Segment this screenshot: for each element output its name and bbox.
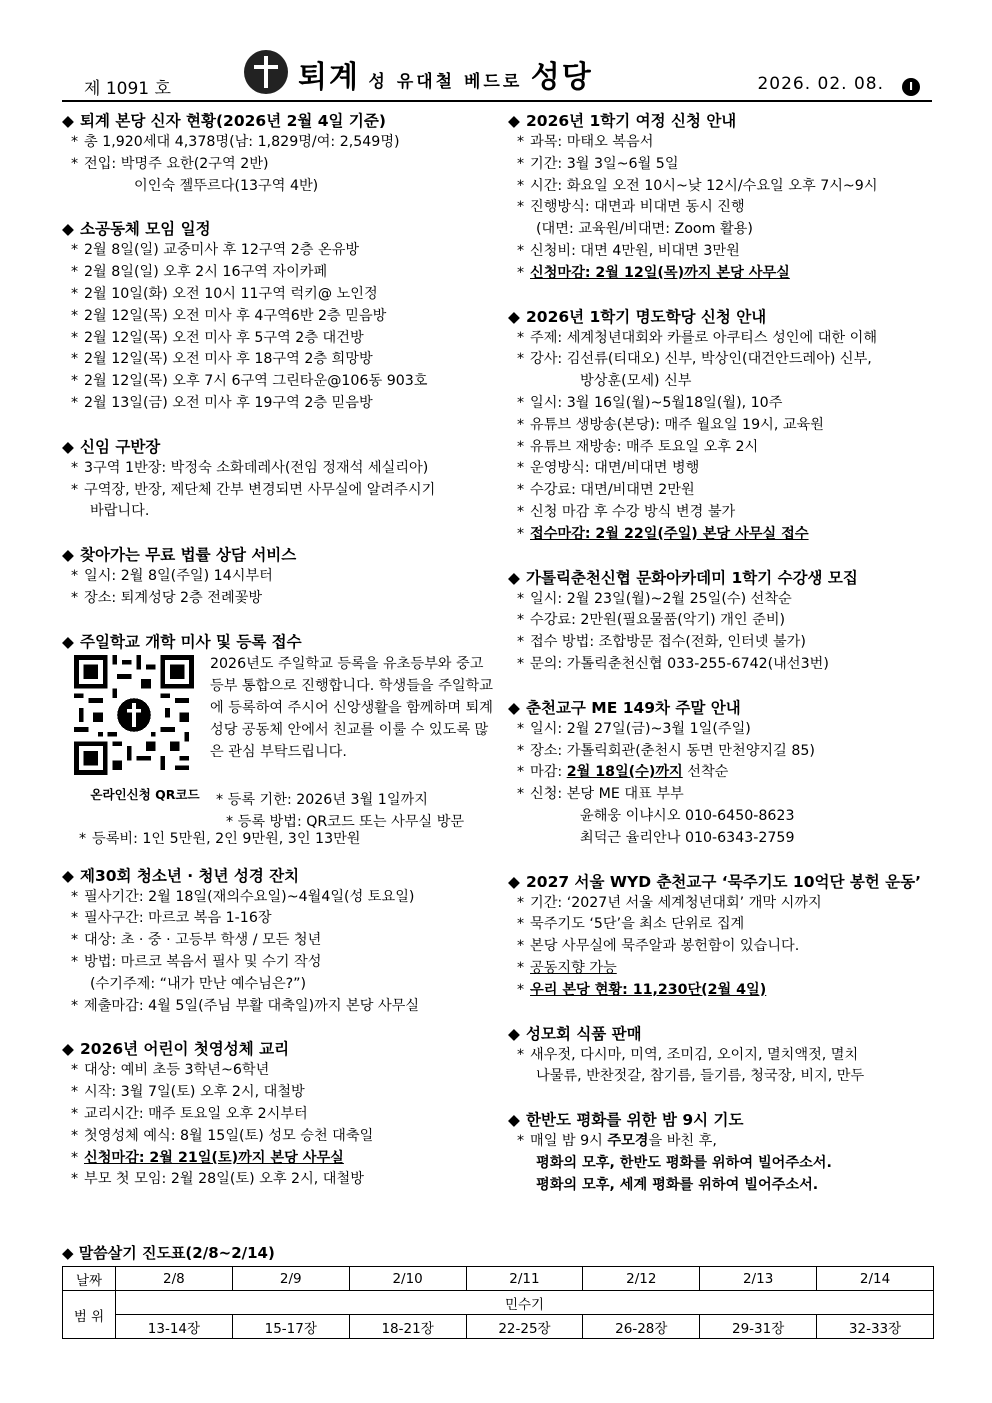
diamond-icon: ◆	[62, 866, 74, 885]
status-text: 우리 본당 현황: 11,230단(2월 4일)	[530, 981, 767, 998]
section-credit-union-academy	[508, 567, 938, 676]
table-cell: 민수기	[116, 1291, 934, 1315]
table-cell: 22-25장	[466, 1315, 583, 1339]
section-peace-prayer	[508, 1109, 938, 1196]
table-cell: 2/9	[232, 1267, 349, 1291]
table-cell: 2/10	[349, 1267, 466, 1291]
list-item: * 2월 12일(목) 오전 미사 후 5구역 2층 대건방	[71, 329, 364, 346]
list-item: * 일시: 2월 8일(주일) 14시부터	[71, 568, 273, 585]
list-item: * 2월 10일(화) 오전 10시 11구역 럭키@ 노인정	[71, 285, 378, 302]
section-me-weekend	[508, 697, 938, 850]
list-item: * 기간: 3월 3일~6월 5일	[517, 155, 679, 172]
list-item-continuation: 바랍니다.	[90, 503, 150, 520]
list-item: * 부모 첫 모임: 2월 28일(토) 오후 2시, 대철방	[71, 1171, 364, 1188]
table-cell: 13-14장	[116, 1315, 233, 1339]
parish-logo	[244, 50, 294, 100]
list-item: * 시작: 3월 7일(토) 오후 2시, 대철방	[71, 1084, 305, 1101]
list-item: * 일시: 3월 16일(월)~5월18일(월), 10주	[517, 394, 783, 411]
list-item: * 2월 12일(목) 오전 미사 후 4구역6반 2층 믿음방	[71, 307, 387, 324]
diamond-icon: ◆	[62, 1040, 74, 1059]
parish-suffix: 성당	[530, 60, 593, 95]
list-item: * 공동지향 가능	[517, 959, 617, 976]
table-cell: 29-31장	[700, 1315, 817, 1339]
list-item: * 과목: 마태오 복음서	[517, 134, 654, 150]
list-item: * 장소: 가톨릭회관(춘천시 동면 만천양지길 85)	[517, 742, 815, 759]
section-title: 한반도 평화를 위한 밤 9시 기도	[526, 1111, 744, 1130]
list-item: * 우리 본당 현황: 11,230단(2월 4일)	[517, 981, 767, 998]
list-item: * 대상: 예비 초등 3학년~6학년	[71, 1062, 270, 1079]
qr-code-icon	[74, 655, 194, 775]
diamond-icon: ◆	[62, 437, 74, 456]
deadline-text: 신청마감: 2월 21일(토)까지 본당 사무실	[84, 1149, 344, 1166]
section-title: 2027 서울 WYD 춘천교구 ‘묵주기도 10억단 봉헌 운동’	[526, 872, 922, 891]
list-item: * 시간: 화요일 오전 10시~낮 12시/수요일 오후 7시~9시	[517, 177, 878, 194]
list-item-continuation: 방상훈(모세) 신부	[580, 373, 692, 390]
list-item: * 등록 기한: 2026년 3월 1일까지	[216, 791, 428, 808]
diamond-icon: ◆	[62, 546, 74, 565]
section-legal-service	[62, 544, 492, 610]
list-item: * 새우젓, 다시마, 미역, 조미김, 오이지, 멸치액젓, 멸치	[517, 1046, 859, 1063]
table-cell: 2/13	[700, 1267, 817, 1291]
list-item: * 운영방식: 대면/비대면 병행	[517, 460, 700, 477]
list-item-continuation: (대면: 교육원/비대면: Zoom 활용)	[536, 221, 753, 238]
section-food-sale	[508, 1023, 938, 1089]
list-item: * 매일 밤 9시 주모경을 바친 후,	[517, 1133, 717, 1150]
list-item: * 등록 방법: QR코드 또는 사무실 방문	[226, 813, 465, 830]
prayer-line: 평화의 모후, 한반도 평화를 위하여 빌어주소서.	[536, 1154, 832, 1171]
table-cell: 2/12	[583, 1267, 700, 1291]
section-first-communion	[62, 1038, 492, 1191]
table-row	[63, 1315, 934, 1339]
list-item-continuation: 나물류, 반찬젓갈, 참기름, 들기름, 청국장, 비지, 만두	[536, 1068, 865, 1085]
table-cell: 26-28장	[583, 1315, 700, 1339]
diamond-icon: ◆	[508, 568, 520, 587]
section-new-leaders	[62, 436, 492, 523]
issue-number: 제 1091 호	[84, 79, 171, 99]
section-bible-festival	[62, 865, 492, 1018]
diamond-icon: ◆	[62, 112, 74, 130]
diamond-icon: ◆	[62, 220, 74, 239]
section-title: 제30회 청소년 · 청년 성경 잔치	[80, 866, 300, 885]
contact-line: 윤해웅 이냐시오 010-6450-8623	[580, 807, 795, 824]
section-title: 춘천교구 ME 149차 주말 안내	[526, 698, 741, 717]
deadline-text: 접수마감: 2월 22일(주일) 본당 사무실 접수	[530, 525, 809, 542]
diamond-icon: ◆	[508, 112, 520, 130]
table-row	[63, 1267, 934, 1291]
deadline-text: 2월 18일(수)까지	[566, 764, 683, 781]
page-marker: I	[902, 78, 920, 96]
list-item: * 필사구간: 마르코 복음 1-16장	[71, 910, 272, 927]
list-item: * 접수 방법: 조합방문 접수(전화, 인터넷 불가)	[517, 634, 806, 651]
parish-middle: 성 유대철 베드로	[368, 72, 523, 92]
left-column	[62, 110, 492, 1212]
section-myeongdo-school	[508, 306, 938, 546]
section-community-schedule	[62, 218, 492, 414]
list-item: * 수강료: 2만원(필요물품(악기) 개인 준비)	[517, 612, 786, 629]
section-title: 찾아가는 무료 법률 상담 서비스	[80, 546, 297, 565]
bulletin-header	[62, 48, 932, 98]
table-cell: 2/11	[466, 1267, 583, 1291]
parish-name	[298, 52, 593, 96]
list-item: * 전입: 박명주 요한(2구역 2반)	[71, 155, 269, 172]
section-title: 성모회 식품 판매	[526, 1024, 642, 1043]
qr-label: 온라인신청 QR코드	[90, 786, 200, 802]
list-item: * 방법: 마르코 복음서 필사 및 수기 작성	[71, 953, 322, 970]
list-item: * 신청: 본당 ME 대표 부부	[517, 786, 684, 803]
section-title: 퇴계 본당 신자 현황(2026년 2월 4일 기준)	[80, 112, 386, 130]
list-item: * 유튜브 생방송(본당): 매주 월요일 19시, 교육원	[517, 416, 824, 433]
list-item: * 대상: 초 · 중 · 고등부 학생 / 모든 청년	[71, 932, 322, 949]
table-cell: 15-17장	[232, 1315, 349, 1339]
diamond-icon: ◆	[508, 698, 520, 717]
diamond-icon: ◆	[508, 1024, 520, 1043]
list-item: * 필사기간: 2월 18일(재의수요일)~4월4일(성 토요일)	[71, 888, 415, 905]
table-header-cell: 날짜	[63, 1267, 116, 1291]
list-item: * 신청비: 대면 4만원, 비대면 3만원	[517, 242, 740, 259]
table-header-cell: 범 위	[63, 1291, 116, 1339]
reading-schedule-title: ◆ 말씀살기 진도표(2/8~2/14)	[62, 1244, 275, 1262]
list-item: * 2월 8일(일) 교중미사 후 12구역 2층 온유방	[71, 242, 360, 259]
table-cell: 18-21장	[349, 1315, 466, 1339]
section-sunday-school	[62, 631, 492, 851]
diamond-icon: ◆	[508, 1111, 520, 1130]
list-item: * 일시: 2월 27일(금)~3월 1일(주일)	[517, 720, 751, 737]
list-item: * 2월 12일(목) 오후 7시 6구역 그린타운@106동 903호	[71, 373, 428, 390]
list-item: * 유튜브 재방송: 매주 토요일 오후 2시	[517, 438, 759, 455]
list-item: * 기간: ‘2027년 서울 세계청년대회’ 개막 시까지	[517, 894, 822, 911]
diamond-icon: ◆	[62, 632, 74, 651]
cross-icon	[244, 50, 288, 94]
list-item: * 본당 사무실에 묵주알과 봉헌함이 있습니다.	[517, 938, 800, 955]
list-item: * 주제: 세계청년대회와 카를로 아쿠티스 성인에 대한 이해	[517, 329, 878, 346]
sunday-school-body: 2026년도 주일학교 등록을 유초등부와 중고등부 통합으로 진행합니다. 학생들을 주일학교에 등록하여 주시어 신앙생활을 함께하며 퇴계성당 공동체 안에서 친교를 이룰 수 있도록 많은 관심 부탁드립니다.	[210, 655, 493, 760]
list-item: * 3구역 1반장: 박정숙 소화데레사(전임 정재석 세실리아)	[71, 459, 429, 476]
reading-schedule-table	[62, 1266, 934, 1339]
section-title: 가톨릭춘천신협 문화아카데미 1학기 수강생 모집	[526, 568, 858, 587]
list-item: * 마감: 2월 18일(수)까지 선착순	[517, 764, 729, 781]
list-item: * 등록비: 1인 5만원, 2인 9만원, 3인 13만원	[79, 830, 361, 847]
list-item: * 장소: 퇴계성당 2층 전례꽃방	[71, 589, 263, 606]
list-item: * 2월 8일(일) 오후 2시 16구역 자이카페	[71, 264, 328, 281]
list-item: * 신청 마감 후 수강 방식 변경 불가	[517, 503, 736, 520]
diamond-icon: ◆	[508, 307, 520, 326]
header-divider	[62, 100, 932, 102]
contact-line: 최덕근 율리안나 010-6343-2759	[580, 829, 795, 846]
section-title: 소공동체 모임 일정	[80, 220, 211, 239]
list-item: * 묵주기도 ‘5단’을 최소 단위로 집계	[517, 916, 745, 933]
list-item: * 강사: 김선류(티대오) 신부, 박상인(대건안드레아) 신부,	[517, 351, 872, 368]
diamond-icon: ◆	[62, 1244, 79, 1262]
section-title: 2026년 어린이 첫영성체 교리	[80, 1040, 290, 1059]
right-column	[508, 110, 938, 1217]
prayer-line: 평화의 모후, 세계 평화를 위하여 빌어주소서.	[536, 1176, 819, 1193]
list-item-continuation: 이인숙 젤뚜르다(13구역 4반)	[134, 177, 319, 194]
bulletin-date: 2026. 02. 08.	[757, 74, 884, 94]
section-parish-stats	[62, 110, 492, 197]
list-item: * 첫영성체 예식: 8월 15일(토) 성모 승천 대축일	[71, 1127, 374, 1144]
section-bible-course	[508, 110, 938, 285]
list-item: * 총 1,920세대 4,378명(남: 1,829명/여: 2,549명)	[71, 134, 400, 150]
list-item: * 2월 12일(목) 오전 미사 후 18구역 2층 희망방	[71, 351, 373, 368]
list-item: * 구역장, 반장, 제단체 간부 변경되면 사무실에 알려주시기	[71, 481, 436, 498]
parish-prefix: 퇴계	[298, 60, 360, 95]
list-item: * 신청마감: 2월 21일(토)까지 본당 사무실	[71, 1149, 344, 1166]
qr-code[interactable]	[70, 655, 200, 802]
list-item: * 교리시간: 매주 토요일 오후 2시부터	[71, 1105, 308, 1122]
list-item: * 진행방식: 대면과 비대면 동시 진행	[517, 199, 745, 216]
list-item: * 제출마감: 4월 5일(주님 부활 대축일)까지 본당 사무실	[71, 997, 420, 1014]
section-title: 2026년 1학기 여정 신청 안내	[526, 112, 737, 130]
list-item: * 신청마감: 2월 12일(목)까지 본당 사무실	[517, 264, 790, 281]
list-item: * 2월 13일(금) 오전 미사 후 19구역 2층 믿음방	[71, 394, 373, 411]
deadline-text: 신청마감: 2월 12일(목)까지 본당 사무실	[530, 264, 790, 281]
list-item: * 문의: 가톨릭춘천신협 033-255-6742(내선3번)	[517, 655, 829, 672]
section-title: 2026년 1학기 명도학당 신청 안내	[526, 307, 767, 326]
table-cell: 2/8	[116, 1267, 233, 1291]
list-item: * 접수마감: 2월 22일(주일) 본당 사무실 접수	[517, 525, 809, 542]
list-item: * 일시: 2월 23일(월)~2월 25일(수) 선착순	[517, 590, 792, 607]
table-cell: 32-33장	[817, 1315, 934, 1339]
list-item-continuation: (수기주제: “내가 만난 예수님은?”)	[90, 975, 307, 992]
section-title: 주일학교 개학 미사 및 등록 접수	[80, 632, 302, 651]
list-item: * 수강료: 대면/비대면 2만원	[517, 482, 695, 499]
table-cell: 2/14	[817, 1267, 934, 1291]
section-title: 신임 구반장	[80, 437, 161, 456]
diamond-icon: ◆	[508, 872, 520, 891]
section-rosary-campaign	[508, 871, 938, 1002]
table-row	[63, 1291, 934, 1315]
